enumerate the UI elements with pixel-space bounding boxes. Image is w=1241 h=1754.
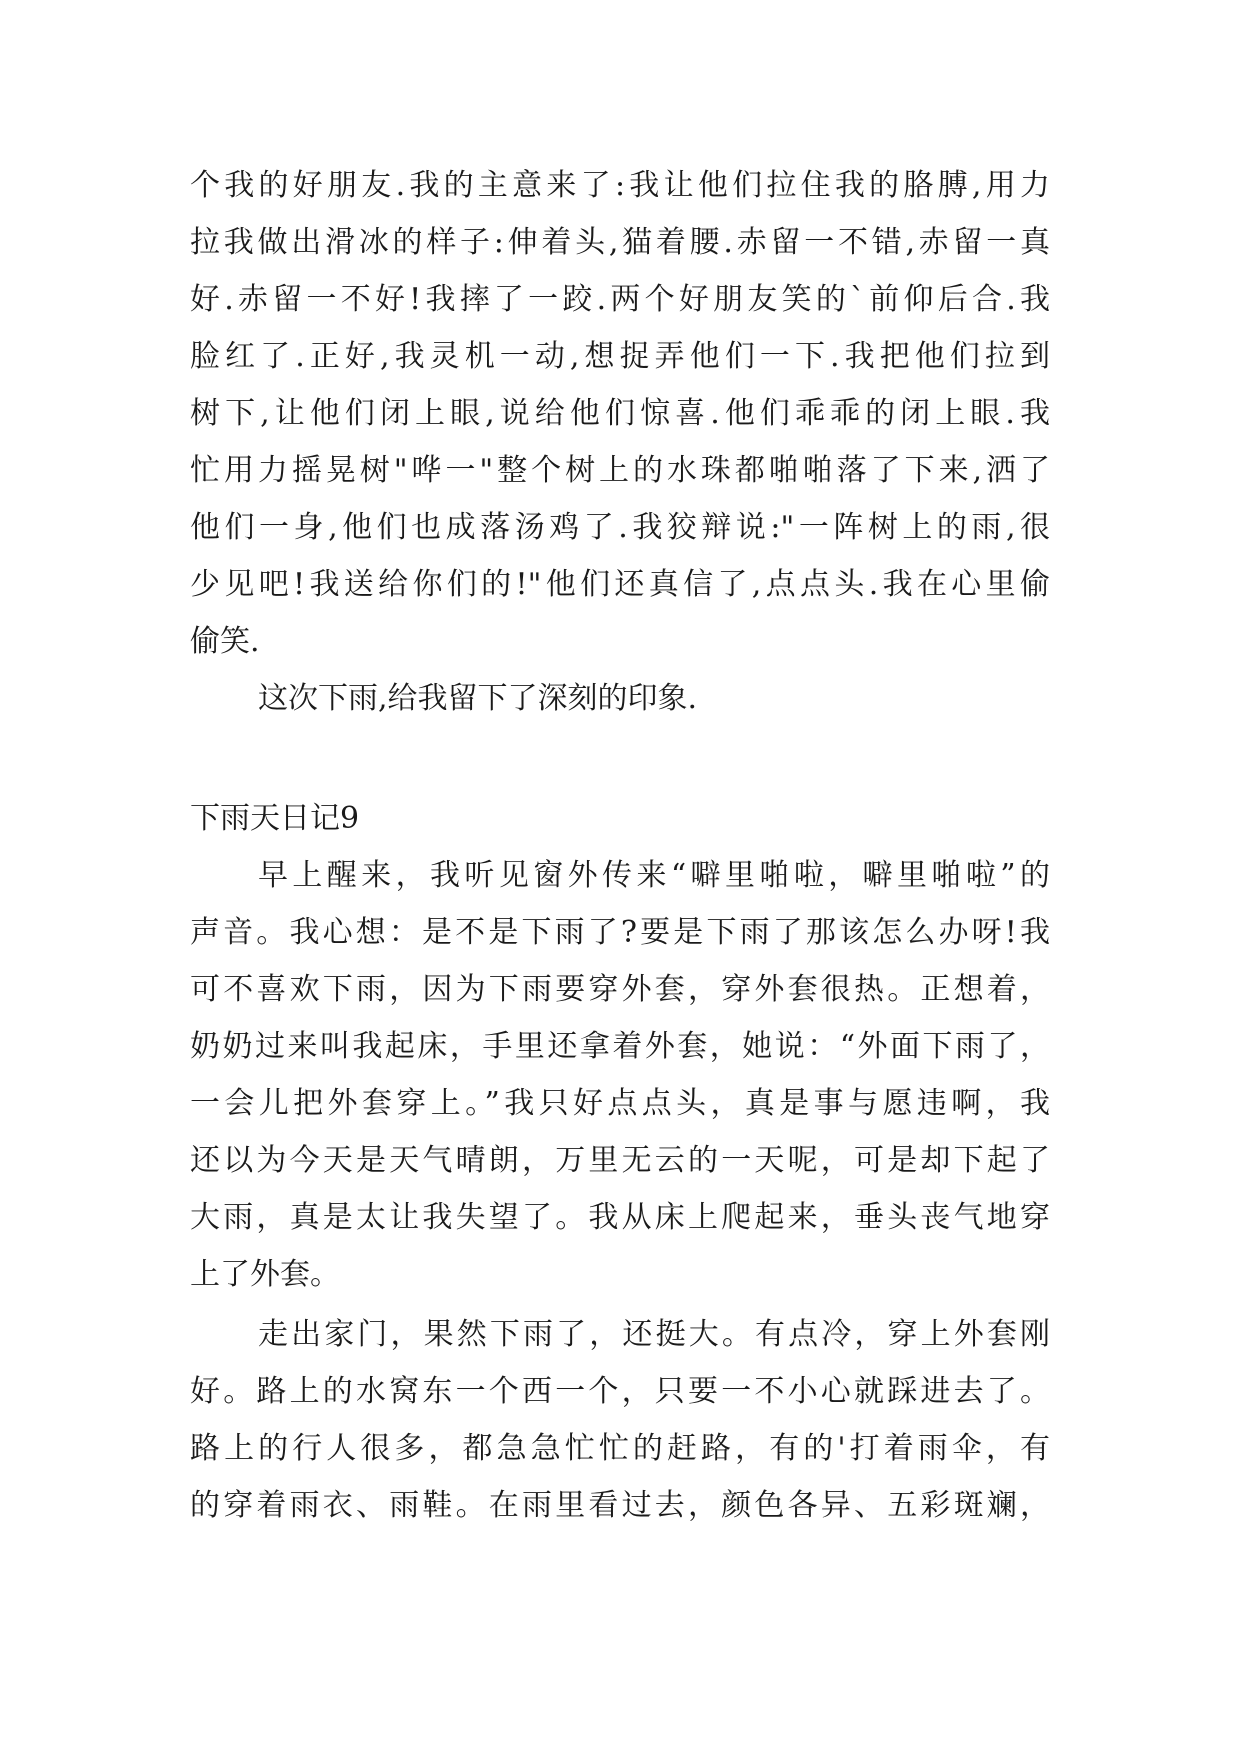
paragraph-line: 声音。我心想：是不是下雨了?要是下雨了那该怎么办呀!我	[190, 915, 1050, 950]
text-line: 他们一身,他们也成落汤鸡了.我狡辩说:"一阵树上的雨,很	[190, 510, 1050, 545]
paragraph-line: 大雨，真是太让我失望了。我从床上爬起来，垂头丧气地穿	[190, 1200, 1050, 1235]
paragraph-line: 的穿着雨衣、雨鞋。在雨里看过去，颜色各异、五彩斑斓，	[190, 1488, 1050, 1523]
text-line: 好.赤留一不好!我摔了一跤.两个好朋友笑的`前仰后合.我	[190, 282, 1050, 317]
paragraph-line: 路上的行人很多，都急急忙忙的赶路，有的'打着雨伞，有	[190, 1431, 1050, 1466]
text-line: 脸红了.正好,我灵机一动,想捉弄他们一下.我把他们拉到	[190, 339, 1050, 374]
paragraph-line: 好。路上的水窝东一个西一个，只要一不小心就踩进去了。	[190, 1374, 1050, 1409]
text-line: 拉我做出滑冰的样子:伸着头,猫着腰.赤留一不错,赤留一真	[190, 225, 1050, 260]
text-line: 忙用力摇晃树"哗一"整个树上的水珠都啪啪落了下来,洒了	[190, 453, 1050, 488]
text-line: 少见吧!我送给你们的!"他们还真信了,点点头.我在心里偷	[190, 567, 1050, 602]
closing-sentence: 这次下雨,给我留下了深刻的印象.	[258, 681, 698, 716]
paragraph-line: 上了外套。	[190, 1257, 340, 1292]
text-line: 个我的好朋友.我的主意来了:我让他们拉住我的胳膊,用力	[190, 168, 1050, 203]
paragraph-line: 奶奶过来叫我起床，手里还拿着外套，她说：“外面下雨了，	[190, 1029, 1050, 1064]
text-line: 树下,让他们闭上眼,说给他们惊喜.他们乖乖的闭上眼.我	[190, 396, 1050, 431]
paragraph-line: 走出家门，果然下雨了，还挺大。有点冷，穿上外套刚	[258, 1317, 1050, 1352]
entry-heading: 下雨天日记9	[190, 801, 360, 836]
paragraph-line: 一会儿把外套穿上。”我只好点点头，真是事与愿违啊，我	[190, 1086, 1050, 1121]
paragraph-line: 早上醒来，我听见窗外传来“噼里啪啦，噼里啪啦”的	[258, 858, 1050, 893]
paragraph-line: 可不喜欢下雨，因为下雨要穿外套，穿外套很热。正想着，	[190, 972, 1050, 1007]
paragraph-line: 还以为今天是天气晴朗，万里无云的一天呢，可是却下起了	[190, 1143, 1050, 1178]
text-line: 偷笑.	[190, 624, 260, 659]
